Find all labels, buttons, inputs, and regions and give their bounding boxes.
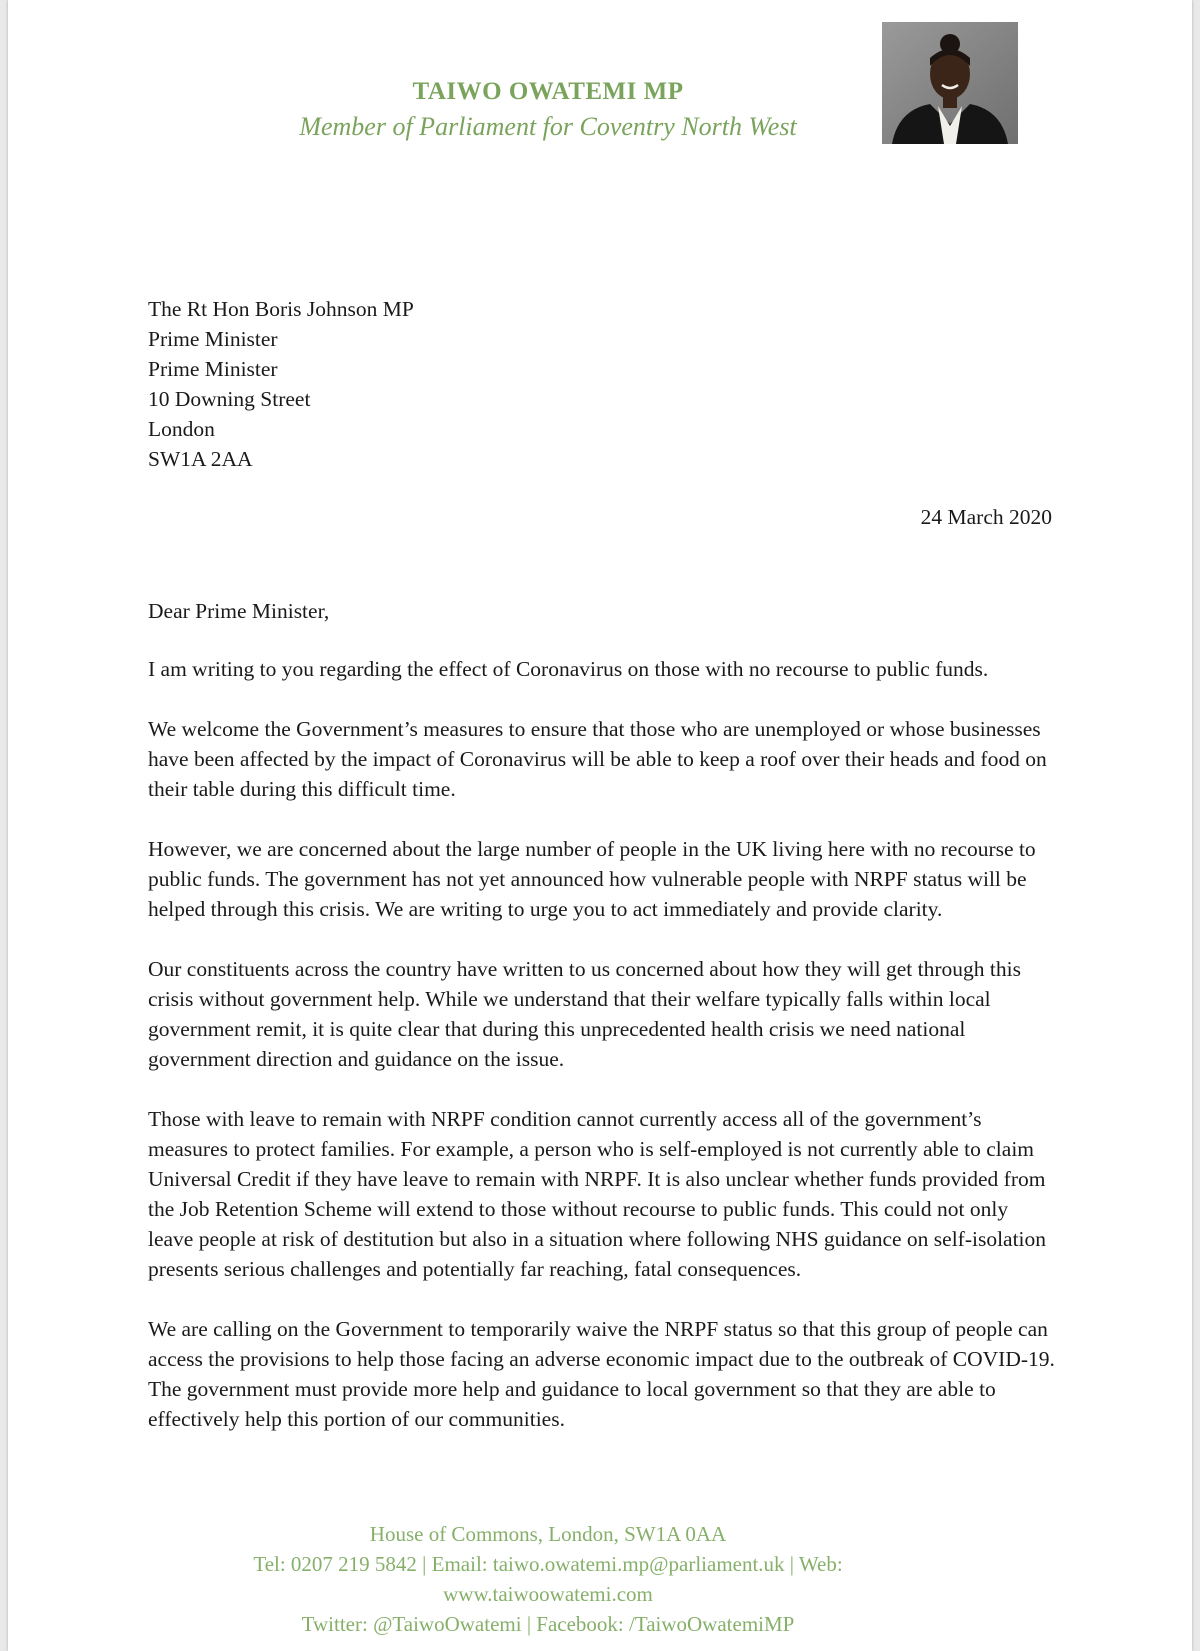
body-paragraph: However, we are concerned about the large number of people in the UK living here with no recourse to public funds. The government has not yet announced how vulnerable people with NRPF status will be helped through this crisis. We are writing to urge you to act immediately and provide clarity. — [148, 837, 1036, 921]
body-paragraph: We are calling on the Government to temporarily waive the NRPF status so that this group of people can access the provisions to help those facing an adverse economic impact due to the outbreak of COVID-19. The government must provide more help and guidance to local government so that they are able to effectively help this portion of our communities. — [148, 1317, 1055, 1431]
recipient-address — [148, 294, 414, 474]
body-paragraph: We welcome the Government’s measures to ensure that those who are unemployed or whose businesses have been affected by the impact of Coronavirus will be able to keep a roof over their heads and food on their table during this difficult time. — [148, 717, 1047, 801]
salutation: Dear Prime Minister, — [148, 599, 330, 623]
address-line: Prime Minister — [148, 357, 278, 381]
mp-name: TAIWO OWATEMI MP — [412, 78, 684, 105]
mp-constituency-title: Member of Parliament for Coventry North West — [299, 112, 797, 141]
address-line: SW1A 2AA — [148, 447, 253, 471]
letter-body — [148, 596, 1058, 1464]
footer-social: Twitter: @TaiwoOwatemi | Facebook: /TaiwoOwatemiMP — [301, 1612, 795, 1636]
address-line: Prime Minister — [148, 327, 278, 351]
body-paragraph: Those with leave to remain with NRPF condition cannot currently access all of the government’s measures to protect families. For example, a person who is self-employed is not currently able to claim Universal Credit if they have leave to remain with NRPF. It is also unclear whether funds provided from the Job Retention Scheme will extend to those without recourse to public funds. This could not only leave people at risk of destitution but also in a situation where following NHS guidance on self-isolation presents serious challenges and potentially far reaching, fatal consequences. — [148, 1107, 1047, 1281]
footer-website: www.taiwoowatemi.com — [443, 1582, 653, 1606]
letter-page — [8, 0, 1192, 1651]
address-line: The Rt Hon Boris Johnson MP — [148, 297, 414, 321]
footer-address: House of Commons, London, SW1A 0AA — [369, 1522, 727, 1546]
address-line: 10 Downing Street — [148, 387, 311, 411]
footer-contact: Tel: 0207 219 5842 | Email: taiwo.owatemi.mp@parliament.uk | Web: — [253, 1552, 843, 1576]
address-line: London — [148, 417, 215, 441]
portrait-illustration — [882, 22, 1018, 144]
body-paragraph: Our constituents across the country have written to us concerned about how they will get through this crisis without government help. While we understand that their welfare typically falls within local government remit, it is quite clear that during this unprecedented health crisis we need national government direction and guidance on the issue. — [148, 957, 1021, 1071]
body-paragraph: I am writing to you regarding the effect of Coronavirus on those with no recourse to public funds. — [148, 657, 989, 681]
letter-footer — [8, 1519, 1088, 1639]
mp-portrait-photo — [882, 22, 1018, 144]
letter-date: 24 March 2020 — [920, 505, 1052, 529]
